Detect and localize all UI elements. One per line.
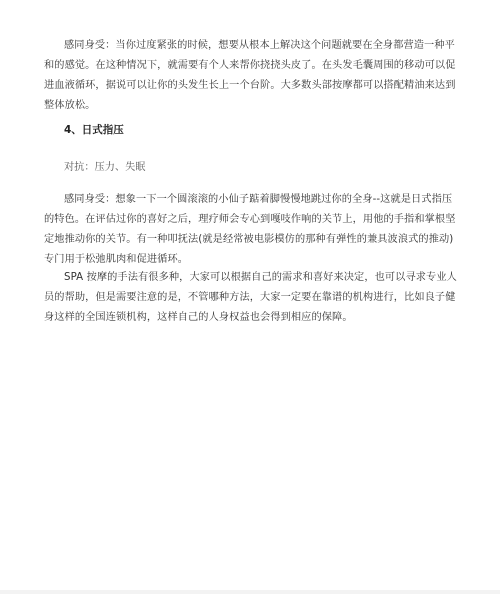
page-bottom-edge bbox=[0, 590, 500, 594]
paragraph-spa-advice: SPA 按摩的手法有很多种，大家可以根据自己的需求和喜好来决定，也可以寻求专业人员的帮助，但是需要注意的是，不管哪种方法，大家一定要在靠谱的机构进行，比如良子健身这样的全国连锁机构，这样自己的人身权益也会得到相应的保障。 bbox=[44, 272, 457, 323]
section-heading-japanese-shiatsu: 4、日式指压 bbox=[64, 124, 124, 136]
paragraph-shiatsu-feeling: 感同身受：想象一下一个圆滚滚的小仙子踮着脚慢慢地跳过你的全身--这就是日式指压的特色。在评估过你的喜好之后，理疗师会专心到嘎吱作响的关节上，用他的手指和掌根坚定地推动你的关节。有一种叩抚法(就是经常被电影模仿的那种有弹性的兼具波浪式的推动)专门用于松弛肌肉和促进循环。 bbox=[44, 194, 456, 265]
target-symptoms-line: 对抗：压力、失眠 bbox=[64, 162, 146, 173]
paragraph-head-massage-feeling: 感同身受：当你过度紧张的时候，想要从根本上解决这个问题就要在全身都营造一种平和的感觉。在这种情况下，就需要有个人来帮你挠挠头皮了。在头发毛囊周围的移动可以促进血液循环，据说可以让你的头发生长上一个台阶。大多数头部按摩都可以搭配精油来达到整体放松。 bbox=[44, 40, 456, 111]
